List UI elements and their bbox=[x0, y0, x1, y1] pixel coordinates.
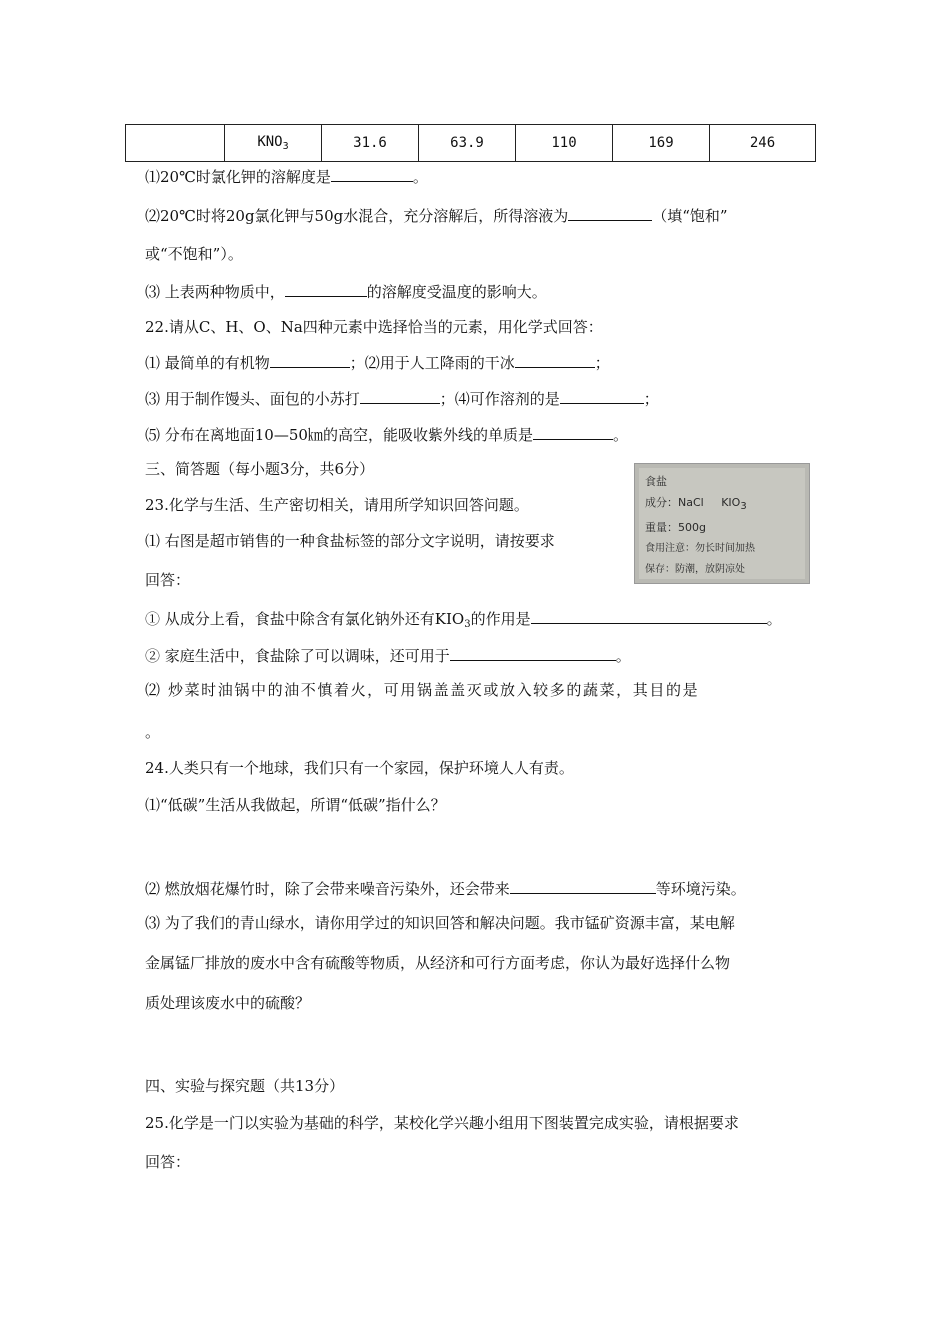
answer-blank[interactable] bbox=[531, 608, 767, 624]
answer-blank[interactable] bbox=[285, 281, 367, 297]
salt-label-notes: 食用注意：勿长时间加热 bbox=[645, 543, 755, 554]
q24-part2: ⑵ 燃放烟花爆竹时，除了会带来噪音污染外，还会带来 等环境污染。 bbox=[145, 880, 746, 898]
answer-blank[interactable] bbox=[331, 166, 413, 182]
table-cell: 63.9 bbox=[419, 125, 516, 162]
q22-stem: 22.请从C、H、O、Na四种元素中选择恰当的元素，用化学式回答： bbox=[145, 318, 603, 336]
q23-part2-end: 。 bbox=[145, 723, 161, 741]
answer-blank[interactable] bbox=[515, 352, 595, 368]
answer-blank[interactable] bbox=[568, 205, 652, 221]
answer-blank[interactable] bbox=[450, 645, 616, 661]
q24-stem: 24.人类只有一个地球，我们只有一个家园，保护环境人人有责。 bbox=[145, 759, 574, 777]
q21-part2: ⑵20℃时将20g氯化钾与50g水混合，充分溶解后，所得溶液为 （填“饱和” bbox=[145, 207, 728, 225]
q21-part3: ⑶ 上表两种物质中， 的溶解度受温度的影响大。 bbox=[145, 283, 547, 301]
q23-part2: ⑵ 炒菜时油锅中的油不慎着火，可用锅盖盖灭或放入较多的蔬菜，其目的是 bbox=[145, 681, 700, 699]
q23-stem: 23.化学与生活、生产密切相关，请用所学知识回答问题。 bbox=[145, 496, 529, 514]
q25-line1: 25.化学是一门以实验为基础的科学，某校化学兴趣小组用下图装置完成实验，请根据要求 bbox=[145, 1114, 739, 1132]
q21-part1: ⑴20℃时氯化钾的溶解度是 。 bbox=[145, 168, 428, 186]
table-cell: $KNO_3$ bbox=[225, 125, 322, 162]
q23-sub1: ① 从成分上看，食盐中除含有氯化钠外还有$KIO_3$的作用是 。 bbox=[145, 610, 782, 630]
salt-label-image bbox=[634, 463, 810, 584]
q22-line2: ⑶ 用于制作馒头、面包的小苏打 ；⑷可作溶剂的是 ； bbox=[145, 390, 659, 408]
section-heading: 四、实验与探究题（共13分） bbox=[145, 1077, 345, 1095]
q23-sub2: ② 家庭生活中，食盐除了可以调味，还可用于 。 bbox=[145, 647, 631, 665]
answer-blank[interactable] bbox=[360, 388, 440, 404]
q21-part2-cont: 或“不饱和”）。 bbox=[145, 245, 243, 263]
salt-label-storage: 保存：防潮，放阴凉处 bbox=[645, 564, 745, 575]
table-cell: 169 bbox=[613, 125, 710, 162]
salt-label-weight: 重量：500g bbox=[645, 521, 706, 534]
salt-label-ingredients: 成分：NaCl $KIO_3$ bbox=[645, 496, 747, 512]
answer-blank[interactable] bbox=[510, 878, 656, 894]
answer-blank[interactable] bbox=[533, 424, 613, 440]
q24-part3-line3: 质处理该废水中的硫酸？ bbox=[145, 994, 311, 1012]
q24-part3-line1: ⑶ 为了我们的青山绿水，请你用学过的知识回答和解决问题。我市锰矿资源丰富，某电解 bbox=[145, 914, 735, 932]
q24-part3-line2: 金属锰厂排放的废水中含有硫酸等物质，从经济和可行方面考虑，你认为最好选择什么物 bbox=[145, 954, 731, 972]
answer-blank[interactable] bbox=[560, 388, 644, 404]
q23-part1-cont: 回答： bbox=[145, 571, 191, 589]
solubility-table bbox=[125, 124, 816, 162]
salt-label-title: 食盐 bbox=[645, 475, 667, 488]
section-heading: 三、简答题（每小题3分，共6分） bbox=[145, 460, 375, 478]
q22-line1: ⑴ 最简单的有机物 ；⑵用于人工降雨的干冰 ； bbox=[145, 354, 610, 372]
q25-line2: 回答： bbox=[145, 1153, 191, 1171]
table-row bbox=[126, 125, 816, 162]
table-cell: 31.6 bbox=[322, 125, 419, 162]
q23-part1: ⑴ 右图是超市销售的一种食盐标签的部分文字说明，请按要求 bbox=[145, 532, 555, 550]
table-cell: 110 bbox=[516, 125, 613, 162]
table-cell bbox=[126, 125, 225, 162]
q24-part1: ⑴“低碳”生活从我做起，所谓“低碳”指什么？ bbox=[145, 796, 446, 814]
q22-line3: ⑸ 分布在离地面10—50㎞的高空，能吸收紫外线的单质是 。 bbox=[145, 426, 628, 444]
answer-blank[interactable] bbox=[270, 352, 350, 368]
table-cell: 246 bbox=[710, 125, 816, 162]
